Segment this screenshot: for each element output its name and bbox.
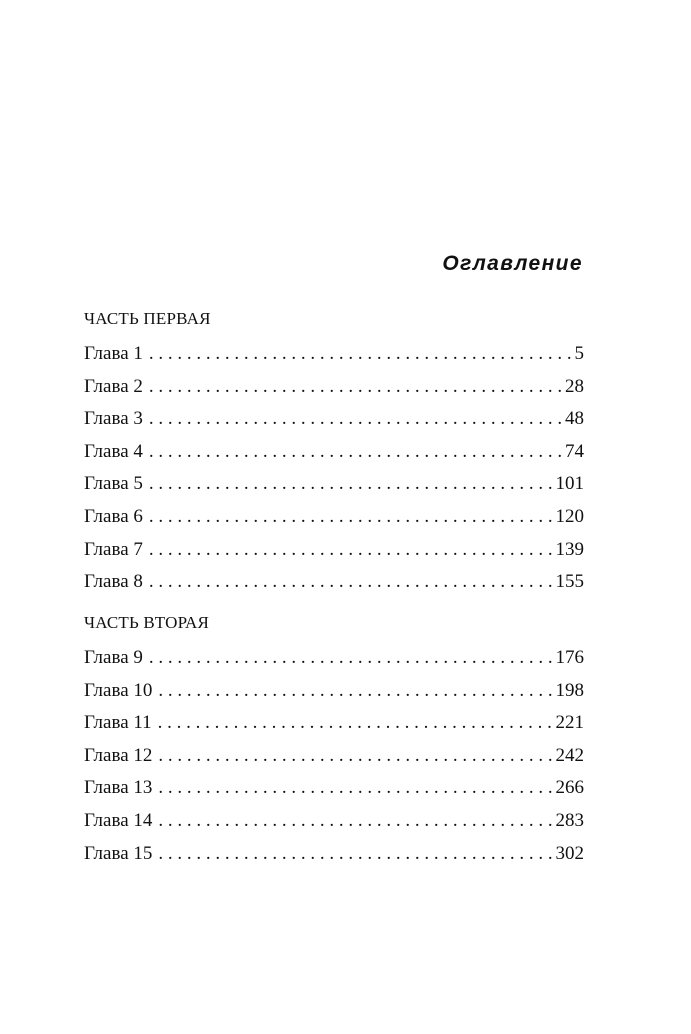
page-number: 221 bbox=[555, 712, 584, 734]
page-number: 198 bbox=[555, 679, 584, 701]
dot-leader bbox=[149, 338, 572, 371]
toc-entry-chapter-8[interactable] bbox=[84, 566, 584, 599]
chapter-label: Глава 2 bbox=[84, 375, 143, 397]
dot-leader bbox=[149, 534, 553, 567]
chapter-label: Глава 1 bbox=[84, 343, 143, 364]
dot-leader bbox=[149, 371, 562, 404]
dot-leader bbox=[149, 468, 553, 501]
toc-entry-chapter-7[interactable] bbox=[84, 534, 584, 567]
dot-leader bbox=[149, 566, 553, 599]
toc-entry-chapter-5[interactable] bbox=[84, 468, 584, 501]
toc-part-1 bbox=[84, 306, 584, 599]
page-number: 48 bbox=[565, 408, 584, 430]
chapter-label: Глава 13 bbox=[84, 777, 153, 799]
chapter-label: Глава 9 bbox=[84, 647, 143, 668]
chapter-label: Глава 14 bbox=[84, 809, 153, 831]
toc-part-2 bbox=[84, 610, 584, 870]
page-number: 155 bbox=[555, 571, 584, 593]
dot-leader bbox=[158, 707, 553, 740]
page-number: 283 bbox=[555, 809, 584, 831]
toc-entry-chapter-10[interactable] bbox=[84, 675, 584, 708]
toc-entry-chapter-3[interactable] bbox=[84, 403, 584, 436]
toc-entry-chapter-9[interactable] bbox=[84, 642, 584, 675]
page-number: 28 bbox=[565, 375, 584, 397]
dot-leader bbox=[149, 403, 562, 436]
dot-leader bbox=[149, 501, 553, 534]
toc-entry-chapter-12[interactable] bbox=[84, 740, 584, 773]
page-number: 139 bbox=[555, 538, 584, 560]
toc-entry-chapter-15[interactable] bbox=[84, 838, 584, 871]
toc-entry-chapter-4[interactable] bbox=[84, 436, 584, 469]
toc-title: Оглавление bbox=[442, 252, 583, 275]
toc-entry-chapter-2[interactable] bbox=[84, 371, 584, 404]
toc-entry-chapter-11[interactable] bbox=[84, 707, 584, 740]
chapter-label: Глава 12 bbox=[84, 744, 153, 766]
toc-entry-chapter-1[interactable] bbox=[84, 338, 584, 371]
dot-leader bbox=[158, 805, 552, 838]
page-number: 5 bbox=[574, 343, 584, 364]
dot-leader bbox=[158, 838, 552, 871]
chapter-label: Глава 10 bbox=[84, 679, 153, 701]
dot-leader bbox=[149, 436, 562, 469]
part-heading: ЧАСТЬ ПЕРВАЯ bbox=[84, 309, 211, 328]
part-heading: ЧАСТЬ ВТОРАЯ bbox=[84, 613, 210, 632]
chapter-label: Глава 15 bbox=[84, 842, 153, 864]
toc-entry-chapter-6[interactable] bbox=[84, 501, 584, 534]
page-number: 266 bbox=[555, 777, 584, 799]
chapter-label: Глава 3 bbox=[84, 408, 143, 430]
chapter-label: Глава 8 bbox=[84, 571, 143, 593]
dot-leader bbox=[149, 642, 553, 675]
page-number: 101 bbox=[555, 473, 584, 495]
toc-entry-chapter-14[interactable] bbox=[84, 805, 584, 838]
toc-entry-chapter-13[interactable] bbox=[84, 772, 584, 805]
page-number: 176 bbox=[555, 647, 584, 668]
dot-leader bbox=[158, 772, 552, 805]
page-number: 120 bbox=[555, 505, 584, 527]
page-number: 242 bbox=[555, 744, 584, 766]
chapter-label: Глава 6 bbox=[84, 505, 143, 527]
page-number: 74 bbox=[565, 440, 584, 462]
page-number: 302 bbox=[555, 842, 584, 864]
dot-leader bbox=[158, 675, 552, 708]
chapter-label: Глава 5 bbox=[84, 473, 143, 495]
dot-leader bbox=[158, 740, 552, 773]
chapter-label: Глава 7 bbox=[84, 538, 143, 560]
chapter-label: Глава 4 bbox=[84, 440, 143, 462]
chapter-label: Глава 11 bbox=[84, 712, 152, 734]
